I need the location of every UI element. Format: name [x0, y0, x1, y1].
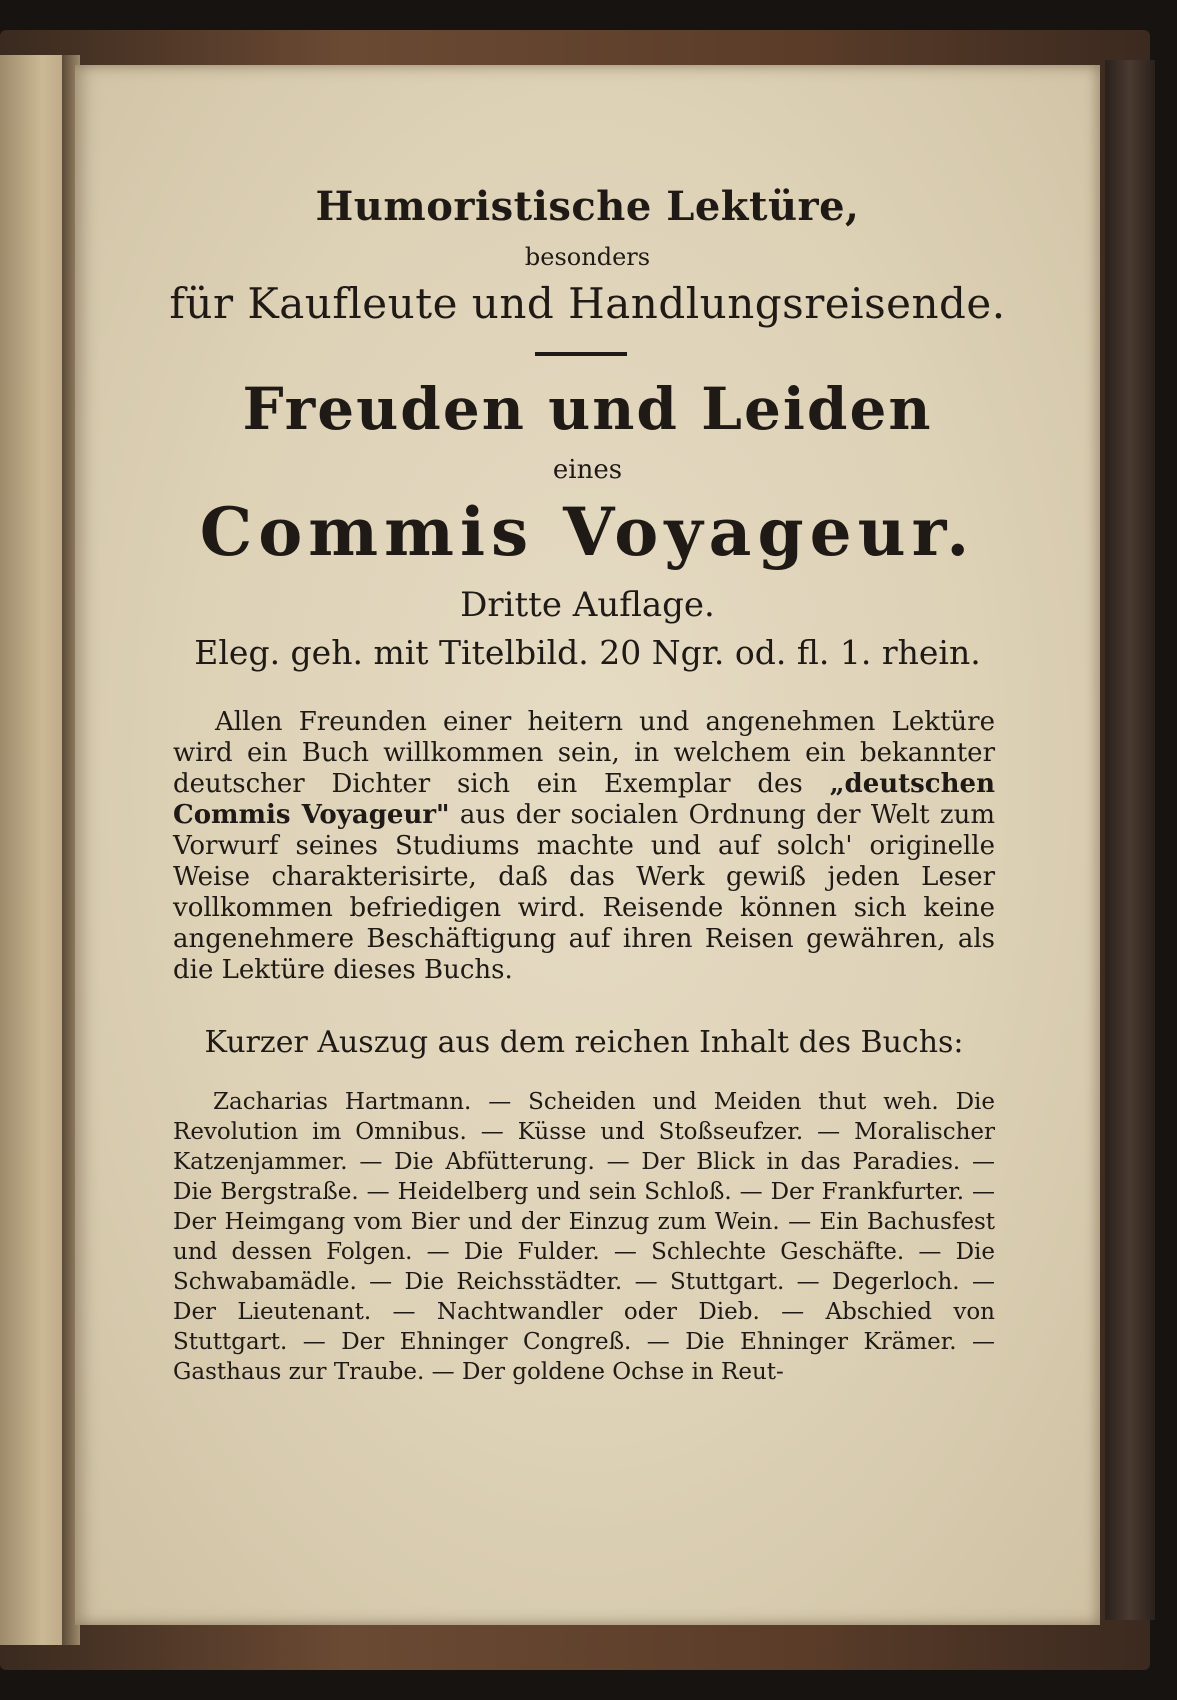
header-genre: Humoristische Lektüre, [315, 183, 860, 230]
description-text [173, 707, 995, 986]
header-audience: für Kaufleute und Handlungsreisende. [169, 279, 1006, 328]
book-title-connector: eines [552, 455, 623, 485]
description-emphasis: „deutschen Commis Voyageur" [173, 769, 995, 830]
left-page-edge [0, 55, 70, 1645]
excerpt-heading: Kurzer Auszug aus dem reichen Inhalt des Buchs: [204, 1025, 964, 1060]
description-paragraph [173, 707, 995, 986]
title-divider [535, 352, 627, 356]
description-part1: Allen Freunden einer heitern und angenehmen Lektüre wird ein Buch willkommen sein, in welchem ein bekannter deutscher Dichter sich ein Exemplar des [173, 707, 995, 799]
description-part2: aus der socialen Ordnung der Welt zum Vorwurf seines Studiums machte und auf solch' originelle Weise charakterisirte, daß das Werk gewiß jeden Leser vollkommen befriedigen wird. Reisende können sich keine angenehmere Beschäftigung auf ihren Reisen gewähren, als die Lektüre dieses Buchs. [173, 800, 995, 985]
excerpt-text: Zacharias Hartmann. — Scheiden und Meiden thut weh. Die Revolution im Omnibus. — Küsse und Stoßseufzer. — Moralischer Katzenjammer. — Die Abfütterung. — Der Blick in das Paradies. — Die Bergstraße. — Heidelberg und sein Schloß. — Der Frankfurter. — Der Heimgang vom Bier und der Einzug zum Wein. — Ein Bachusfest und dessen Folgen. — Die Fulder. — Schlechte Geschäfte. — Die Schwabamädle. — Die Reichsstädter. — Stuttgart. — Degerloch. — Der Lieutenant. — Nachtwandler oder Dieb. — Abschied von Stuttgart. — Der Ehninger Congreß. — Die Ehninger Krämer. — Gasthaus zur Traube. — Der goldene Ochse in Reut- [173, 1089, 995, 1385]
book-title-main: Freuden und Leiden [242, 375, 933, 443]
book-title-sub: Commis Voyageur. [199, 493, 976, 571]
price-line: Eleg. geh. mit Titelbild. 20 Ngr. od. fl. 1. rhein. [194, 633, 981, 672]
cover-edge [1105, 60, 1155, 1620]
edition-line: Dritte Auflage. [460, 585, 715, 625]
advertisement-page [75, 65, 1100, 1625]
excerpt-block [173, 1087, 995, 1387]
header-besonders: besonders [524, 243, 651, 271]
